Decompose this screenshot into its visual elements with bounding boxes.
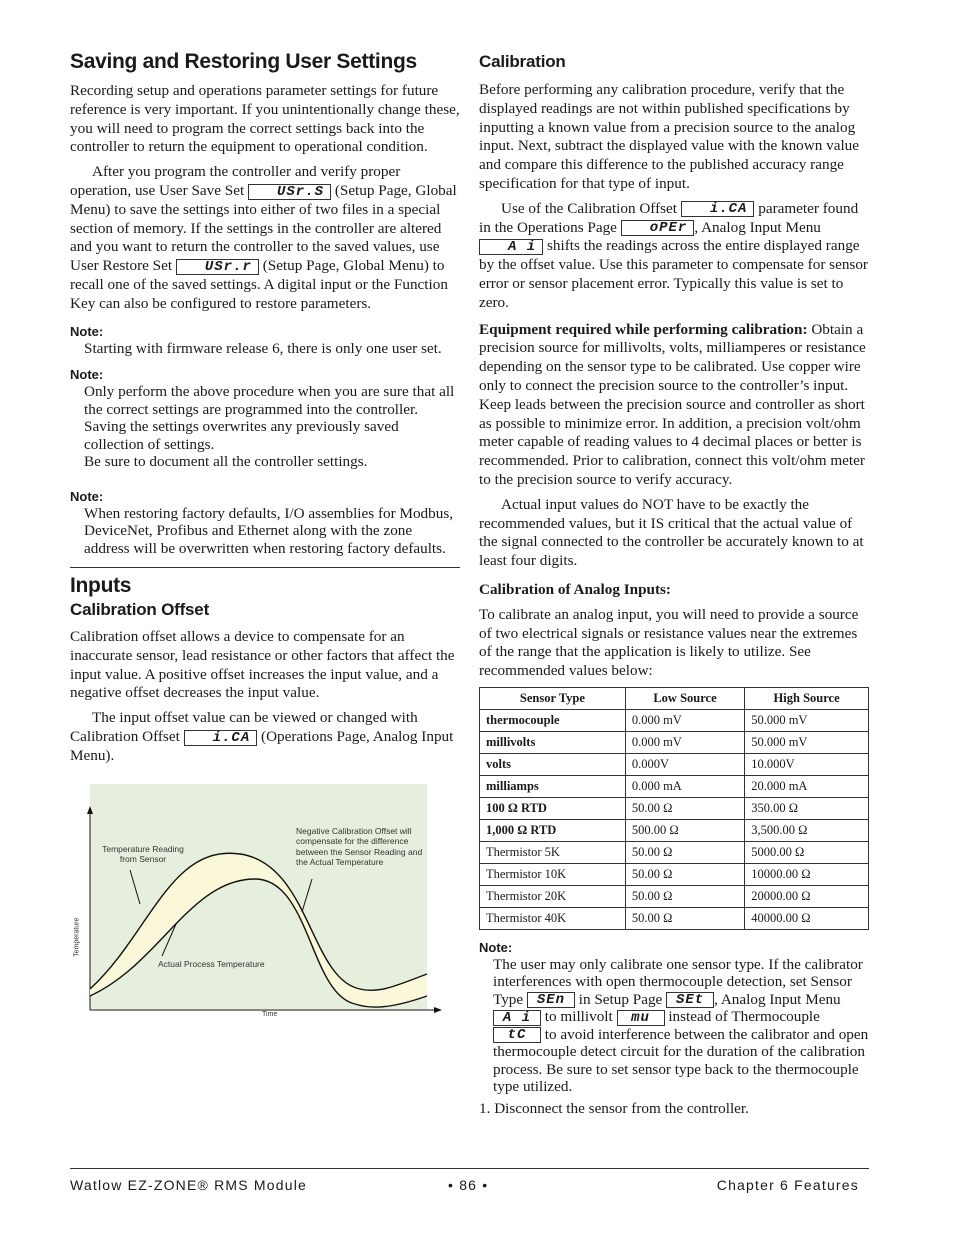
note-text: Starting with firmware release 6, there is only one user set.: [84, 339, 442, 357]
figure-background: [90, 784, 427, 1009]
table-cell: 50.000 mV: [745, 709, 869, 731]
table-row: [480, 885, 869, 907]
table-cell: 40000.00 Ω: [745, 907, 869, 929]
table-cell: 50.000 mV: [745, 731, 869, 753]
note-label: Note:: [70, 488, 104, 504]
table-cell: 350.00 Ω: [745, 797, 869, 819]
table-header-row: [480, 687, 869, 709]
segment-display-millivolt: mu: [617, 1010, 665, 1026]
calibration-offset-figure: [70, 784, 426, 1018]
table-cell: 50.00 Ω: [625, 885, 744, 907]
note-text: Only perform the above procedure when you are sure that all the correct settings are programmed into the controller. Saving the settings overwrites any previously saved collection of settings.: [84, 383, 455, 453]
paragraph: Use of the Calibration Offset i.CA parameter found in the Operations Page oPEr , Analog Input Menu A i shifts the readings across the entire displayed range by the offset value. Use this parameter to compensate for sensor error or sensor placement error. Typically this value is set to zero.: [479, 199, 868, 311]
segment-display-setup: SEt: [666, 992, 714, 1008]
footer-product: Watlow EZ-ZONE® RMS Module: [70, 1177, 308, 1193]
paragraph: The input offset value can be viewed or changed with Calibration Offset i.CA (Operations Page, Analog Input Menu).: [70, 709, 454, 764]
calibration-values-table: [479, 687, 869, 930]
footer-chapter: Chapter 6 Features: [716, 1177, 859, 1193]
table-cell: volts: [480, 753, 626, 775]
note-label: Note:: [70, 323, 104, 339]
section-title-saving: Saving and Restoring User Settings: [70, 50, 417, 73]
note-text: When restoring factory defaults, I/O assemblies for Modbus, DeviceNet, Profibus and Ethernet along with the zone address will be overwritten when restoring factory defaults.: [84, 504, 454, 557]
table-cell: 0.000V: [625, 753, 744, 775]
table-cell: 50.00 Ω: [625, 797, 744, 819]
segment-display-cal-offset: i.CA: [681, 201, 755, 217]
figure-axis-x-label: Time: [262, 1010, 278, 1018]
table-row: [480, 775, 869, 797]
table-cell: 10.000V: [745, 753, 869, 775]
segment-display-sensor-type: SEn: [527, 992, 575, 1008]
table-cell: 50.00 Ω: [625, 907, 744, 929]
divider: [70, 567, 460, 568]
table-cell: 3,500.00 Ω: [745, 819, 869, 841]
segment-display-user-save: USr.S: [248, 184, 331, 200]
table-cell: millivolts: [480, 731, 626, 753]
table-cell: 50.00 Ω: [625, 863, 744, 885]
table-cell: 1,000 Ω RTD: [480, 819, 626, 841]
table-cell: 20000.00 Ω: [745, 885, 869, 907]
table-cell: 10000.00 Ω: [745, 863, 869, 885]
table-header: Low Source: [625, 687, 744, 709]
segment-display-operations: oPEr: [621, 220, 695, 236]
table-header: Sensor Type: [480, 687, 626, 709]
figure-label-actual: Actual Process Temperature: [158, 958, 265, 969]
table-row: [480, 731, 869, 753]
table-row: [480, 907, 869, 929]
table-row: [480, 753, 869, 775]
table-cell: 500.00 Ω: [625, 819, 744, 841]
segment-display-user-restore: USr.r: [176, 259, 259, 275]
x-axis-arrow: [434, 1007, 442, 1013]
paragraph: To calibrate an analog input, you will need to provide a source of two electrical signals or resistance values near the extremes of the range that the application is likely to utilize. See recommended values below:: [479, 605, 859, 680]
note-text: Be sure to document all the controller settings.: [84, 453, 368, 471]
note-label: Note:: [70, 367, 104, 383]
paragraph: Actual input values do NOT have to be exactly the recommended values, but it IS critical that the actual value of the signal connected to the controller be accurately known to at least four digits.: [479, 495, 864, 570]
paragraph: After you program the controller and verify proper operation, use User Save Set USr.S (Setup Page, Global Menu) to save the settings into either of two files in a special section of memory. If the settings in the controller are altered and you want to return the controller to the saved values, use User Restore Set USr.r (Setup Page, Global Menu) to recall one of the saved settings. A digital input or the Function Key can also be configured to restore parameters.: [70, 163, 457, 312]
table-cell: Thermistor 20K: [480, 885, 626, 907]
paragraph: Equipment required while performing calibration: Obtain a precision source for millivolts, volts, milliamperes or resistance depending on the sensor type to be calibrated. Use copper wire only to connect the precision source to the controller’s input. Keep leads between the precision source and controller as short as possible to minimize error. In addition, a precision volt/ohm meter capable of reading values to 4 decimal places or better is recommended. Prior to calibration, connect this volt/ohm meter to the precision source to verify accuracy.: [479, 320, 866, 488]
footer-page-number: • 86 •: [448, 1177, 489, 1193]
segment-display-thermocouple: tC: [493, 1027, 541, 1043]
section-title-inputs: Inputs: [70, 574, 132, 598]
table-cell: 0.000 mV: [625, 709, 744, 731]
table-row: [480, 797, 869, 819]
paragraph: Before performing any calibration procedure, verify that the displayed readings are not within published specifications by inputting a known value from a precision source to the analog input. Next, subtract the displayed value with the known value and compare this difference to the published accuracy range specification for that type of input.: [479, 81, 860, 192]
segment-display-analog-input: A i: [493, 1010, 541, 1026]
figure-label-negative-offset: Negative Calibration Offset will compensate for the difference between the Sensor Reading and the Actual Temperature: [296, 825, 423, 868]
section-title-calibration: Calibration: [479, 52, 566, 71]
figure-graphic: [70, 784, 450, 1024]
note-text: The user may only calibrate one sensor type. If the calibrator interferences with open thermocouple detection, set Sensor Type SEn in Setup Page SEt , Analog Input Menu A i to millivolt mu instead of Thermocouple tC to avoid interference between the calibrator and open thermocouple detect circuit for the duration of the calibration process. Be sure to set sensor type back to the thermocouple type utilized.: [493, 955, 869, 1096]
table-row: [480, 863, 869, 885]
table-row: [480, 709, 869, 731]
paragraph: Recording setup and operations parameter settings for future reference is very important. If you unintentionally change these, you will need to program the correct settings back into the controller to return the equipment to operational condition.: [70, 82, 460, 156]
note-label: Note:: [479, 939, 513, 955]
table-cell: 0.000 mV: [625, 731, 744, 753]
subsection-title-analog-inputs: Calibration of Analog Inputs:: [479, 580, 671, 598]
table-cell: thermocouple: [480, 709, 626, 731]
table-cell: 50.00 Ω: [625, 841, 744, 863]
table-cell: Thermistor 5K: [480, 841, 626, 863]
paragraph: Calibration offset allows a device to compensate for an inaccurate sensor, lead resistance or other factors that affect the input value. A positive offset increases the input value, and a negative offset decreases the input value.: [70, 628, 455, 702]
figure-axis-y-label: Temperature: [73, 917, 81, 957]
right-column: [479, 50, 869, 1125]
table-header: High Source: [745, 687, 869, 709]
table-row: [480, 841, 869, 863]
table-row: [480, 819, 869, 841]
table-cell: 0.000 mA: [625, 775, 744, 797]
table-cell: 100 Ω RTD: [480, 797, 626, 819]
left-column: [70, 50, 460, 1018]
segment-display-analog-input: A i: [479, 239, 543, 255]
step-1: 1. Disconnect the sensor from the controller.: [479, 1099, 749, 1117]
table-cell: 20.000 mA: [745, 775, 869, 797]
page-footer: [70, 1168, 869, 1193]
subsection-title-calibration-offset: Calibration Offset: [70, 600, 210, 620]
table-cell: Thermistor 40K: [480, 907, 626, 929]
table-cell: milliamps: [480, 775, 626, 797]
table-cell: 5000.00 Ω: [745, 841, 869, 863]
figure-label-reading: Temperature Reading from Sensor: [102, 843, 184, 865]
table-cell: Thermistor 10K: [480, 863, 626, 885]
segment-display-cal-offset: i.CA: [184, 730, 258, 746]
